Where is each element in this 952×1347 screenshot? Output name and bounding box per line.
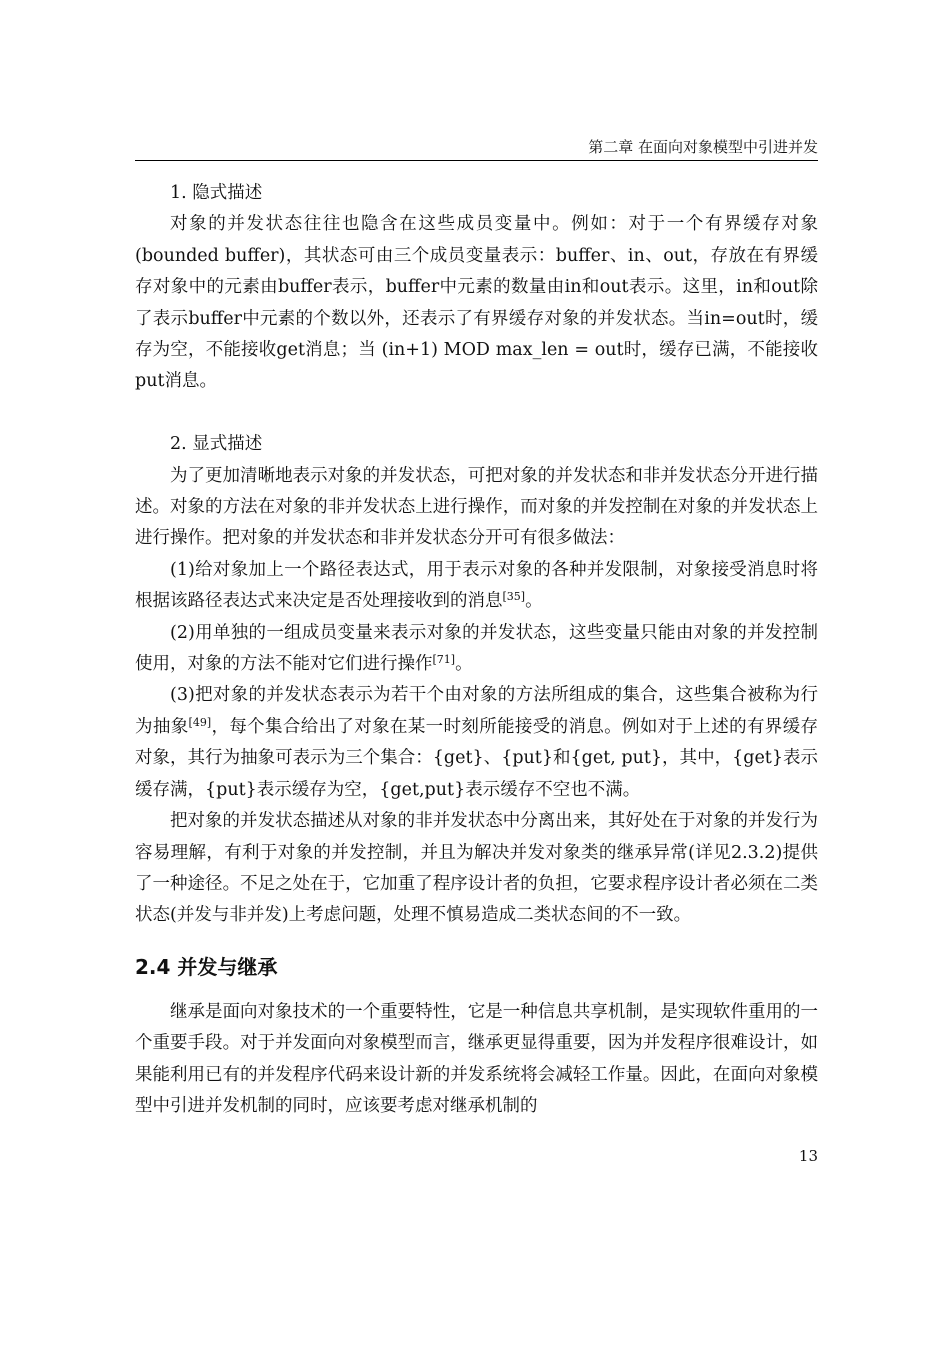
page-number: 13 <box>798 1147 818 1165</box>
paragraph-implicit: 对象的并发状态往往也隐含在这些成员变量中。例如：对于一个有界缓存对象(bounded buffer)，其状态可由三个成员变量表示：buffer、in、out，存放在有界缓存对象中的元素由buffer表示，buffer中元素的数量由in和out表示。这里，in和out除了表示buffer中元素的个数以外，还表示了有界缓存对象的并发状态。当in=out时，缓存为空，不能接收get消息；当 (in+1) MOD max_len = out时，缓存已满，不能接收put消息。 <box>135 214 818 392</box>
citation-35: [35] <box>502 590 526 604</box>
page-body <box>135 178 818 1122</box>
list-item-3-text-b: ，每个集合给出了对象在某一时刻所能接受的消息。例如对于上述的有界缓存对象，其行为抽象可表示为三个集合：{get}、{put}和{get, put}，其中，{get}表示缓存满，{put}表示缓存为空，{get,put}表示缓存不空也不满。 <box>135 716 818 800</box>
list-item-2 <box>135 618 818 681</box>
paragraph-explicit-summary: 把对象的并发状态描述从对象的非并发状态中分离出来，其好处在于对象的并发行为容易理解，有利于对象的并发控制，并且为解决并发对象类的继承异常(详见2.3.2)提供了一种途径。不足之处在于，它加重了程序设计者的负担，它要求程序设计者必须在二类状态(并发与非并发)上考虑问题，处理不慎易造成二类状态间的不一致。 <box>135 811 818 926</box>
subheading-implicit: 1. 隐式描述 <box>170 183 263 203</box>
citation-71: [71] <box>432 653 456 667</box>
section-title: 2.4 并发与继承 <box>135 954 278 979</box>
list-item-1 <box>135 555 818 618</box>
list-item-2-end: 。 <box>455 654 473 675</box>
paragraph-section-intro: 继承是面向对象技术的一个重要特性，它是一种信息共享机制，是实现软件重用的一个重要手段。对于并发面向对象模型而言，继承更显得重要，因为并发程序很难设计，如果能利用已有的并发程序代码来设计新的并发系统将会减轻工作量。因此，在面向对象模型中引进并发机制的同时，应该要考虑对继承机制的 <box>135 1001 818 1116</box>
list-item-1-text: (1)给对象加上一个路径表达式，用于表示对象的各种并发限制，对象接受消息时将根据该路径表达式来决定是否处理接收到的消息 <box>135 559 818 612</box>
list-item-3-text-a: (3)把对象的并发状态表示为若干个由对象的方法所组成的集合，这些集合被称为行为抽象 <box>135 685 818 737</box>
list-item-2-text: (2)用单独的一组成员变量来表示对象的并发状态，这些变量只能由对象的并发控制使用，对象的方法不能对它们进行操作 <box>135 622 818 675</box>
subheading-explicit: 2. 显式描述 <box>170 434 263 455</box>
running-header: 第二章 在面向对象模型中引进并发 <box>588 138 818 156</box>
paragraph-explicit-intro: 为了更加清晰地表示对象的并发状态，可把对象的并发状态和非并发状态分开进行描述。对象的方法在对象的非并发状态上进行操作，而对象的并发控制在对象的并发状态上进行操作。把对象的并发状态和非并发状态分开可有很多做法： <box>135 465 818 549</box>
list-item-3 <box>135 680 818 806</box>
paragraph-gap <box>135 398 818 429</box>
header-rule <box>135 160 818 161</box>
list-item-1-end: 。 <box>525 591 543 612</box>
citation-49: [49] <box>188 715 212 729</box>
